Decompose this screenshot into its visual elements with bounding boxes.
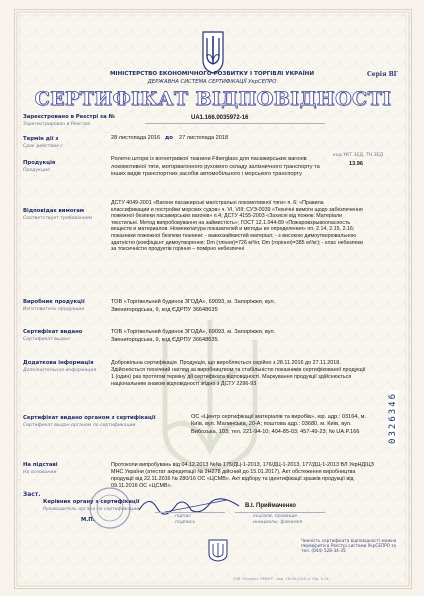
manufacturer-text: ТОВ «Торгівельний будинок ЗГОДА», 69093, м. Запоріжжя, вул. Звенигородська, 9, код ЄДРПУ 36648635 [111, 299, 276, 313]
basis-text: Протоколи випробувань від 04.12.2013 №№ 175/ДЦ-1-2013, 176/ДЦ-1-2013, 177/ДЦ-1-2013 ВЛ УкрНДІЦЗ МНС України (атестат акредитації № 2Н278 дійсний до 15.01.2017). Акт обстеження виробництва продукції від 22.11.2016 № 280/16 ОС «ЦСМВ». Акт відбору та ідентифікації зразків продукції від 09.11.2016 ОС «ЦСМВ». [111, 462, 374, 490]
cert-body-label: Сертифікат видано органом з сертифікації [23, 415, 156, 421]
series-label: Серія ВГ [367, 71, 398, 78]
ministry-name: МІНІСТЕРСТВО ЕКОНОМІЧНОГО РОЗВИТКУ І ТОРГІВЛІ УКРАЇНИ [109, 71, 315, 77]
validity-label: Термін дії з [23, 136, 59, 142]
validity-sublabel: Срок действия с [23, 144, 63, 149]
trident-emblem-icon [199, 30, 227, 74]
product-description: Ролетні штори із вогнетривкої тканини Fiberglass для пасажирських вагонів локомотивної тяги, моторвагонного рухомого складу залізничного транспорту та інших видів транспортних засобів автомобільного і морського транспорту [111, 156, 320, 178]
validity-from: 28 листопада 2016 [111, 135, 161, 141]
name-caption: ініціали, прізвище [253, 514, 298, 519]
head-of-body-sublabel: Руководитель органа по сертификации [43, 507, 140, 512]
system-name: ДЕРЖАВНА СИСТЕМА СЕРТИФІКАЦІЇ УкрСЕПРО [147, 79, 277, 85]
registration-sublabel: Зарегистрирован в Реестре [23, 122, 91, 127]
seal-label: М.П. [81, 517, 95, 523]
conformity-mark-icon [207, 538, 229, 562]
serial-number-vertical: 0326346 [388, 392, 398, 444]
issued-to-text: ТОВ «Торгівельний будинок ЗГОДА», 69093, м. Запоріжжя, вул. Звенигородська, 9, код ЄДРПУ 36648635 [111, 329, 276, 343]
verification-note: Чинність сертифіката відповідності можна перевірити в Реєстрі системи УкрСЕПРО за тел. (044) 528-34-35 [301, 538, 397, 554]
product-label: Продукція [23, 160, 56, 166]
signer-name: В.І. Приймаченко [245, 503, 296, 509]
product-code-label: код УКТ ЗЕД, ТН ЗЕД [333, 153, 384, 158]
validity-to-word: до [165, 135, 173, 141]
certificate-sheet [14, 9, 412, 589]
signature-caption: підпис [175, 514, 191, 519]
requirements-text: ДСТУ 4049-2001 «Вагони пасажирські магістральні локомотивної тяги» п. 6; «Правила классификации и постройки морских судов» ч. VI, VIII; СУЭ-0039 «Технічні вимоги щодо забезпечення пожежної безпеки пасажирських вагонів» п.4; ДСТУ 4155-2003 «Захисні від пожеж. Матеріали текстильні. Метод випробовування на займистість»; ГОСТ 12.1.044-89 «Пожаровзрывоопасность веществ и материалов. Номенклатура показателей и методы их определения» пп. 2.14, 2.15, 2.16; показники пожежної безпеки тканини: - важкозаймистий матеріал; - з високою димоутворювальною здатністю (коефіцієнт димоутворення: Dm (тління)=726 м²/кг, Dm (горіння)=385 м²/кг); - клас небезпеки за токсичністю продуктів горіння – помірно небезпечні [111, 200, 363, 253]
cert-body-text: ОС «Центр сертифікації матеріалів та виробів», юр. адр.: 03164, м. Київ, вул. Малинська, 20-А; поштова адр.: 03680, м. Київ, вул. Вибоzька, 103; тел. 221-94-10; 404-85-03; 457-49-23; № UA.P.166 [191, 414, 366, 435]
name-caption-ru: инициалы, фамилия [253, 520, 303, 525]
requirements-sublabel: Соответствует требованиям [23, 216, 93, 221]
signature-caption-ru: подпись [175, 520, 196, 525]
registration-label: Зареєстровано в Реєстрі за № [23, 114, 115, 120]
additional-info-label: Додаткова інформація [23, 360, 94, 366]
basis-sublabel: На основании [23, 470, 57, 475]
cert-body-sublabel: Сертификат выдан органом по сертификации [23, 423, 136, 428]
deputy-label: Заст. [23, 491, 41, 498]
additional-info-sublabel: Дополнительная информация [23, 368, 97, 373]
basis-label: На підставі [23, 462, 58, 468]
manufacturer-sublabel: Изготовитель продукции [23, 307, 85, 312]
validity-to: 27 листопада 2018 [179, 135, 229, 141]
printer-imprint: ТОВ "Експерт-ПРИНТ", зам. 16-06-2016 р. Ліц. 4-14 [233, 577, 329, 581]
product-sublabel: Продукция [23, 168, 50, 173]
manufacturer-label: Виробник продукції [23, 299, 85, 305]
requirements-label: Відповідає вимогам [23, 208, 85, 214]
additional-info-text: Добровільна сертифікація. Продукція, що виробляється серійно з 28.11.2016 до 27.11.2018. Здійснюється технічний нагляд за виробництвом та стабільністю показників сертифікованої продукції 1 (один) раз протягом терміну дії сертифіката відповідності. Маркування продукції здійснюється національним знаком відповідності згідно з ДСТУ 2296-93 [111, 360, 366, 388]
issued-to-sublabel: Сертификат выдан [23, 337, 70, 342]
registration-number: UA1.166.0035972-16 [191, 115, 249, 121]
certificate-title: СЕРТИФІКАТ ВІДПОВІДНОСТІ [34, 88, 392, 110]
issued-to-label: Сертифікат видано [23, 329, 83, 335]
product-code: 13.96 [349, 161, 363, 167]
head-of-body-label: Керівник органу з сертифікації [43, 499, 140, 505]
